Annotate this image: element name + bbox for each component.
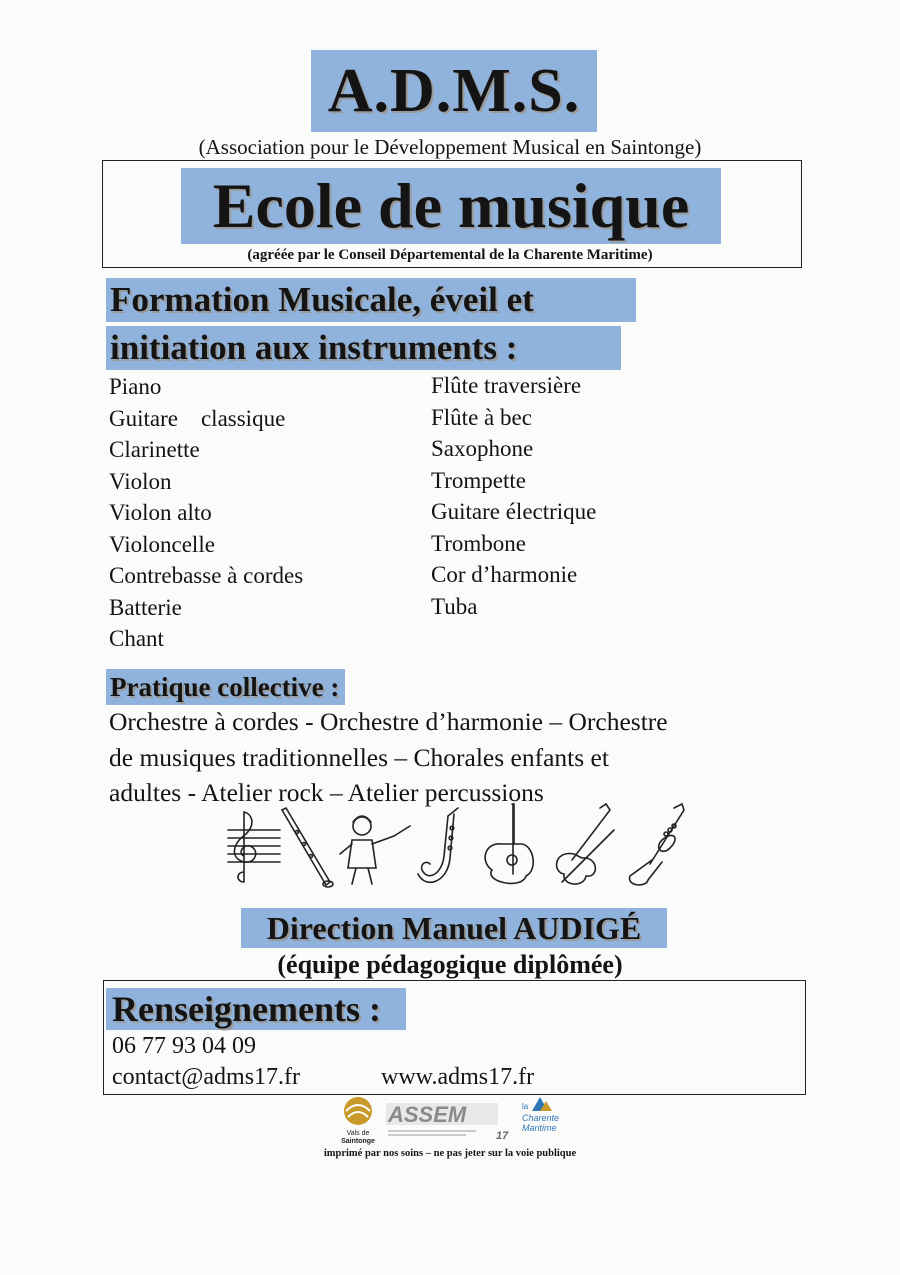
clarinet-icon bbox=[282, 808, 333, 887]
association-subtitle: (Association pour le Développement Musical en Saintonge) bbox=[198, 135, 702, 159]
violin-icon bbox=[557, 804, 614, 884]
instrument-item: Cor d’harmonie bbox=[431, 562, 578, 587]
instrument-item: Trombone bbox=[431, 530, 526, 556]
instrument-item: Violoncelle bbox=[109, 531, 215, 557]
instrument-item: Violon alto bbox=[109, 500, 212, 525]
pratique-collective-text bbox=[109, 704, 799, 811]
instrument-item: Saxophone bbox=[431, 436, 534, 461]
adms-title: A.D.M.S. bbox=[311, 50, 597, 132]
assem-number: 17 bbox=[496, 1130, 509, 1142]
instrument-item: Guitare électrique bbox=[431, 499, 597, 524]
ecole-approval-text: (agréée par le Conseil Départemental de la Charente Maritime) bbox=[247, 247, 653, 263]
pratique-collective-heading: Pratique collective : bbox=[106, 669, 345, 705]
direction-name: Direction Manuel AUDIGÉ bbox=[241, 908, 667, 948]
treble-clef-icon bbox=[228, 812, 280, 882]
website-link[interactable]: www.adms17.fr bbox=[381, 1064, 535, 1090]
collective-line: Orchestre à cordes - Orchestre d’harmonie – Orchestre bbox=[109, 707, 668, 736]
phone-number: 06 77 93 04 09 bbox=[112, 1033, 256, 1059]
charente-maritime-logo bbox=[522, 1097, 559, 1133]
instrument-item: Violon bbox=[109, 468, 172, 494]
instrument-item: Batterie bbox=[109, 594, 182, 620]
charente-label: Charente bbox=[522, 1113, 560, 1123]
instrument-item: Piano bbox=[109, 374, 162, 399]
maritime-label: Maritime bbox=[522, 1123, 557, 1133]
instruments-right-column bbox=[431, 370, 596, 622]
renseignements-heading: Renseignements : bbox=[106, 988, 406, 1030]
trumpet-icon bbox=[629, 804, 684, 885]
collective-line: adultes - Atelier rock – Atelier percussions bbox=[109, 778, 544, 807]
instrument-item: Tuba bbox=[431, 593, 478, 619]
assem-label: ASSEM bbox=[388, 1102, 467, 1127]
charente-la: la bbox=[522, 1102, 529, 1111]
vals-label-1: Vals de bbox=[346, 1130, 370, 1137]
partner-logos bbox=[336, 1095, 576, 1147]
formation-heading-line2: initiation aux instruments : bbox=[106, 326, 621, 370]
ecole-title: Ecole de musique bbox=[181, 168, 721, 244]
instrument-item: Contrebasse à cordes bbox=[109, 563, 304, 588]
conductor-icon bbox=[340, 816, 410, 884]
formation-heading-line1: Formation Musicale, éveil et bbox=[106, 278, 636, 322]
instrument-item: Clarinette bbox=[109, 437, 200, 462]
instrument-item: Chant bbox=[109, 626, 164, 651]
equipe-pedagogique: (équipe pédagogique diplômée) bbox=[277, 950, 623, 979]
instrument-item: Trompette bbox=[431, 467, 526, 493]
instrument-item: Guitare classique bbox=[109, 405, 286, 431]
vals-label-2: Saintonge bbox=[341, 1138, 375, 1145]
instrument-item: Flûte à bec bbox=[431, 404, 532, 430]
email-address[interactable]: contact@adms17.fr bbox=[112, 1064, 301, 1090]
collective-line: de musiques traditionnelles – Chorales enfants et bbox=[109, 742, 609, 772]
instruments-left-column bbox=[109, 371, 303, 655]
guitar-icon bbox=[485, 804, 533, 883]
vals-de-saintonge-logo bbox=[341, 1097, 375, 1145]
assem17-logo bbox=[386, 1102, 509, 1142]
instrument-illustrations bbox=[222, 800, 692, 890]
footer-note: imprimé par nos soins – ne pas jeter sur la voie publique bbox=[323, 1148, 577, 1159]
instrument-item: Flûte traversière bbox=[431, 373, 582, 398]
saxophone-icon bbox=[418, 808, 458, 882]
